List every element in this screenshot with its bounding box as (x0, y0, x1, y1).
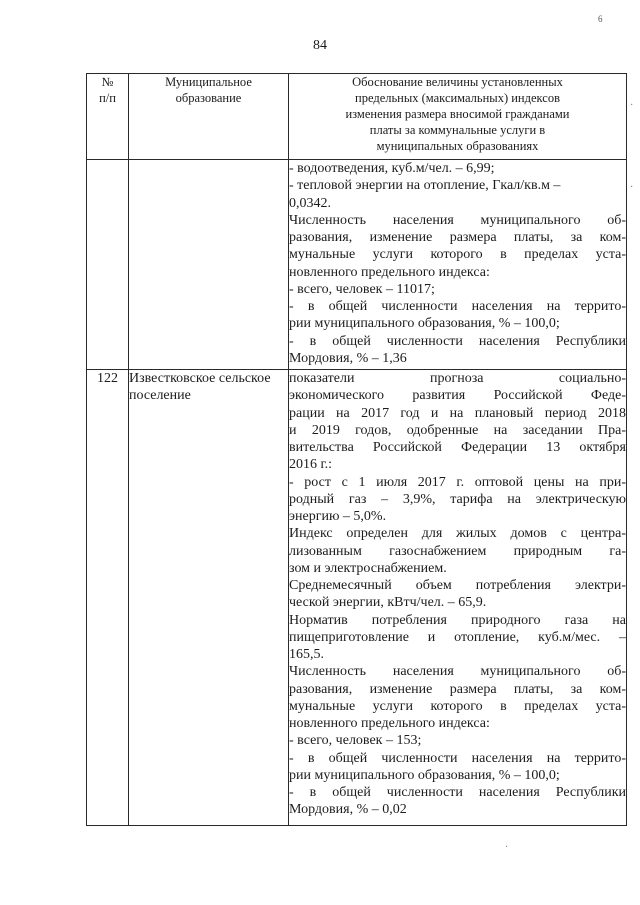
corner-mark: 6 (598, 14, 603, 24)
scan-edge-mark: · (630, 182, 634, 193)
text-line: ческой энергии, кВтч/чел. – 65,9. (289, 595, 487, 611)
row-justification (289, 160, 627, 370)
text-line: - в общей численности населения Республики (289, 333, 626, 349)
row-number: 122 (87, 370, 129, 826)
text-line: мунальные услуги которого в пределах уста- (289, 698, 626, 714)
text-line: - в общей численности населения на террито- (289, 299, 626, 314)
text-line: 165,5. (289, 647, 324, 662)
text-line: 0,0342. (289, 195, 331, 211)
text-line: разования, изменение размера платы, за ком- (289, 230, 626, 245)
text-line: рии муниципального образования, % – 100,0; (289, 316, 560, 332)
row-justification (289, 370, 627, 826)
text-line: рии муниципального образования, % – 100,0; (289, 767, 560, 783)
text-line: Мордовия, % – 1,36 (289, 350, 407, 366)
text-line: - всего, человек – 11017; (289, 281, 435, 297)
municipality-line: поселение (129, 388, 191, 403)
header-line: муниципальных образованиях (376, 139, 539, 153)
table-row (87, 160, 627, 370)
header-line: образование (175, 91, 242, 105)
text-line: экономического развития Российской Феде- (289, 388, 626, 404)
header-line: изменения размера вносимой гражданами (345, 107, 570, 121)
text-line: вительства Российской Федерации 13 октября (289, 440, 626, 455)
text-line: Норматив потребления природного газа на (289, 612, 626, 628)
header-line: № (101, 75, 114, 89)
text-line: и 2019 годов, одобренные на заседании Пра- (289, 422, 626, 438)
text-line: - в общей численности населения на террито- (289, 750, 626, 766)
text-line: - в общей численности населения Республики (289, 785, 626, 800)
header-number (87, 74, 129, 160)
text-line: - водоотведения, куб.м/чел. – 6,99; (289, 161, 495, 176)
text-line: Численность населения муниципального об- (289, 664, 626, 680)
text-line: родный газ – 3,9%, тарифа на электрическую (289, 491, 626, 507)
row-municipality (129, 160, 289, 370)
municipality-line: Известковское сельское (129, 371, 271, 386)
text-line: новленного предельного индекса: (289, 264, 490, 280)
text-line: - тепловой энергии на отопление, Гкал/кв.м – (289, 178, 561, 194)
text-line: разования, изменение размера платы, за ком- (289, 681, 626, 697)
text-line: - всего, человек – 153; (289, 733, 422, 749)
text-line: мунальные услуги которого в пределах уста- (289, 247, 626, 263)
text-line: - рост с 1 июля 2017 г. оптовой цены на при- (289, 474, 626, 490)
header-line: п/п (99, 91, 116, 105)
header-line: Муниципальное (165, 75, 252, 89)
indices-table (86, 73, 627, 826)
text-line: пищеприготовление и отопление, куб.м/мес. – (289, 629, 626, 645)
scan-edge-mark: · (630, 100, 634, 111)
header-line: платы за коммунальные услуги в (369, 123, 546, 137)
row-municipality (129, 370, 289, 826)
text-line: лизованным газоснабжением природным га- (289, 543, 626, 559)
table-header-row (87, 74, 627, 160)
text-line: зом и электроснабжением. (289, 560, 447, 576)
table-row (87, 370, 627, 826)
scan-edge-mark: · (505, 842, 509, 853)
row-number (87, 160, 129, 370)
text-line: Индекс определен для жилых домов с центра- (289, 526, 626, 542)
page-number: 84 (313, 38, 327, 53)
text-line: Среднемесячный объем потребления электри- (289, 578, 626, 593)
text-line: 2016 г.: (289, 457, 333, 473)
text-line: рации на 2017 год и на плановый период 2018 (289, 405, 626, 421)
header-line: Обоснование величины установленных (352, 75, 563, 89)
text-line: Мордовия, % – 0,02 (289, 802, 407, 818)
text-line: новленного предельного индекса: (289, 716, 490, 731)
header-municipality (129, 74, 289, 160)
text-line: Численность населения муниципального об- (289, 212, 626, 228)
header-line: предельных (максимальных) индексов (355, 91, 560, 105)
text-line: энергию – 5,0%. (289, 509, 387, 524)
header-justification (289, 74, 627, 160)
text-line: показатели прогноза социально- (289, 371, 626, 386)
